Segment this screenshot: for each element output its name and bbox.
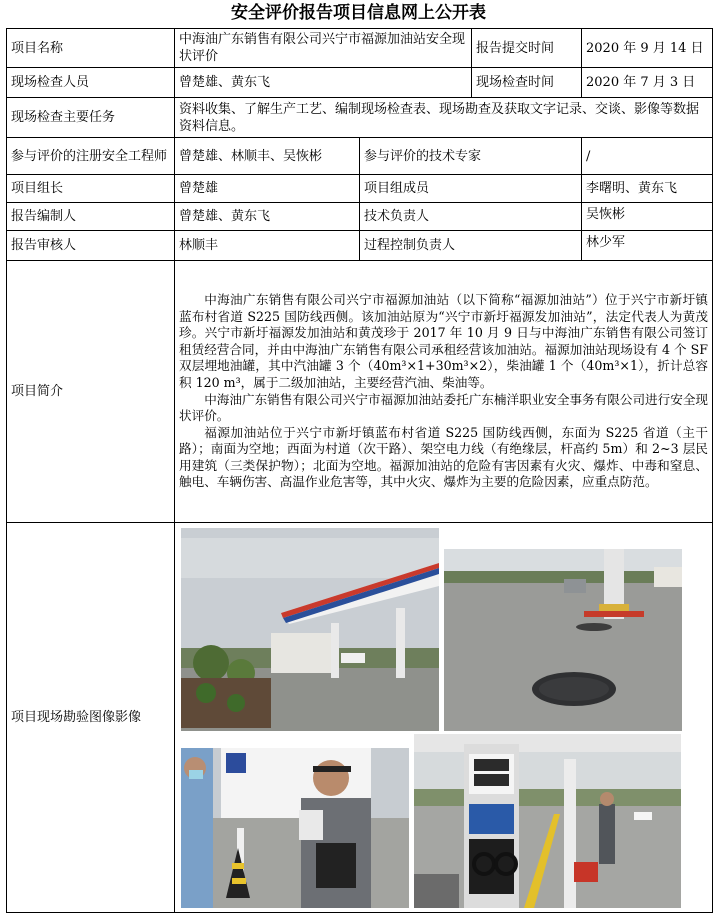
experts-label: 参与评价的技术专家 [360,138,582,175]
photo-area [175,523,713,913]
leader-label: 项目组长 [7,175,175,203]
tech: 吴恢彬 [582,203,713,231]
intro-label: 项目简介 [7,261,175,523]
submit-time-label: 报告提交时间 [472,29,582,68]
inspectors-label: 现场检查人员 [7,68,175,98]
intro-text [175,261,713,523]
engineers: 曾楚雄、林顺丰、吴恢彬 [175,138,360,175]
site-photo-dispensers [414,734,681,908]
site-photo-canopy [181,528,439,731]
submit-time: 2020 年 9 月 14 日 [582,29,713,68]
reviewer-label: 报告审核人 [7,231,175,261]
engineers-label: 参与评价的注册安全工程师 [7,138,175,175]
leader: 曾楚雄 [175,175,360,203]
tasks: 资料收集、了解生产工艺、编制现场检查表、现场勘查及获取文字记录、交谈、影像等数据资料信息。 [175,98,713,138]
intro-paragraph-3: 福源加油站位于兴宁市新圩镇蓝布村省道 S225 国防线西侧，东面为 S225 省道（主干路）；南面为空地；西面为村道（次干路）、架空电力线（有绝缘层，杆高约 5m）和 2~3 层民用建筑（三类保护物）；北面为空地。福源加油站的危险有害因素有火灾、爆炸、中毒和窒息、触电、车辆伤害、高温作业危害等，其中火灾、爆炸为主要的危险因素，应重点防范。 [179,424,709,490]
tasks-label: 现场检查主要任务 [7,98,175,138]
page-title: 安全评价报告项目信息网上公开表 [231,3,486,23]
reviewer: 林顺丰 [175,231,360,261]
inspect-time-label: 现场检查时间 [472,68,582,98]
intro-paragraph-1: 中海油广东销售有限公司兴宁市福源加油站（以下简称“福源加油站”）位于兴宁市新圩镇蓝布村省道 S225 国防线西侧。该加油站原为“兴宁市新圩福源发加油站”，法定代表人为黄茂珍。兴宁市新圩福源发加油站和黄茂珍于 2017 年 10 月 9 日与中海油广东销售有限公司签订租赁经营合同，并由中海油广东销售有限公司承租经营该加油站。福源加油站现场设有 4 个 SF 双层埋地油罐，其中汽油罐 3 个（40m³×1+30m³×2），柴油罐 1 个（40m³×1），折计总容积 120 m³，属于二级加油站，主要经营汽油、柴油等。 [179,291,709,390]
process-label: 过程控制负责人 [360,231,582,261]
process: 林少军 [582,231,713,261]
members-label: 项目组成员 [360,175,582,203]
members: 李曙明、黄东飞 [582,175,713,203]
author: 曾楚雄、黄东飞 [175,203,360,231]
experts: / [582,138,713,175]
inspect-time: 2020 年 7 月 3 日 [582,68,713,98]
author-label: 报告编制人 [7,203,175,231]
inspectors: 曾楚雄、黄东飞 [175,68,472,98]
site-photo-forecourt [444,549,682,731]
project-name: 中海油广东销售有限公司兴宁市福源加油站安全现状评价 [175,29,472,68]
photos-label: 项目现场勘验图像影像 [7,523,175,913]
tech-label: 技术负责人 [360,203,582,231]
info-table [6,28,713,913]
project-name-label: 项目名称 [7,29,175,68]
intro-paragraph-2: 中海油广东销售有限公司兴宁市福源加油站委托广东楠洋职业安全事务有限公司进行安全现状评价。 [179,391,709,424]
site-photo-inspector [181,748,409,908]
